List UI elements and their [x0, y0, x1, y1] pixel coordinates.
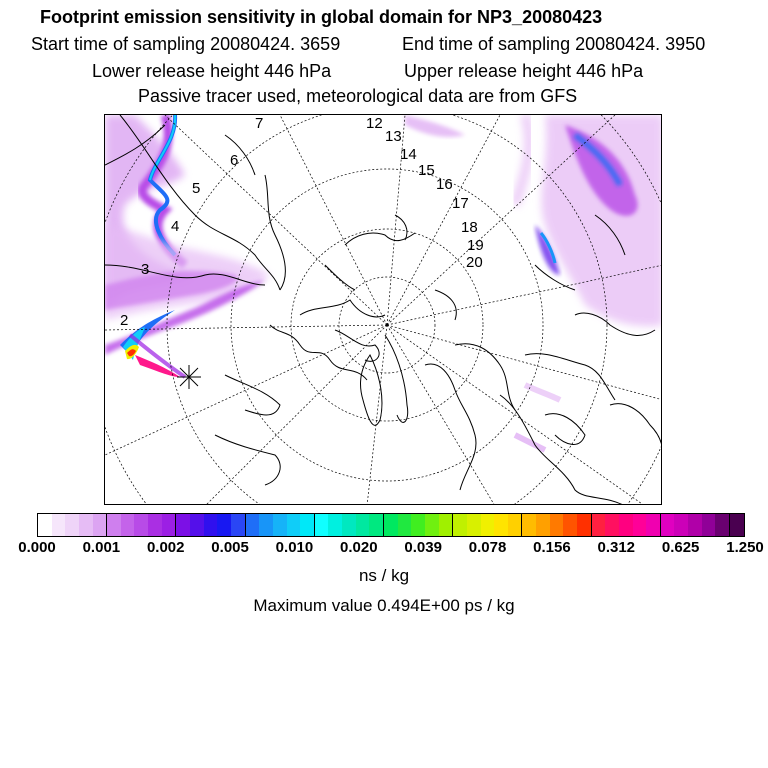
colorbar-swatch: [162, 514, 176, 536]
colorbar-swatch: [467, 514, 481, 536]
hour-label: 12: [366, 115, 383, 132]
colorbar-swatch: [729, 514, 744, 536]
plot-title: Footprint emission sensitivity in global domain for NP3_20080423: [40, 7, 603, 27]
colorbar-swatch: [300, 514, 314, 536]
colorbar-tick-label: 0.010: [275, 539, 314, 556]
hour-label: 15: [418, 162, 435, 179]
hour-label: 6: [230, 152, 239, 169]
colorbar-swatch: [646, 514, 660, 536]
colorbar-swatch: [577, 514, 591, 536]
colorbar-swatch: [217, 514, 231, 536]
colorbar-swatch: [536, 514, 550, 536]
colorbar-swatch: [328, 514, 342, 536]
hour-label: 17: [452, 195, 469, 212]
colorbar-swatch: [273, 514, 287, 536]
colorbar-swatch: [660, 514, 675, 536]
colorbar-swatch: [398, 514, 412, 536]
colorbar-swatch: [425, 514, 439, 536]
hour-label: 19: [467, 237, 484, 254]
colorbar: [37, 513, 745, 537]
colorbar-swatch: [521, 514, 536, 536]
hour-label: 20: [466, 254, 483, 271]
colorbar-swatch: [439, 514, 453, 536]
colorbar-swatch: [52, 514, 66, 536]
colorbar-swatch: [314, 514, 329, 536]
colorbar-tick-label: 1.250: [726, 539, 764, 556]
upper-release-height: Upper release height 446 hPa: [404, 61, 644, 81]
colorbar-swatch: [563, 514, 577, 536]
hour-label: 5: [192, 180, 201, 197]
colorbar-swatch: [481, 514, 495, 536]
colorbar-swatch: [259, 514, 273, 536]
colorbar-tick-label: 0.156: [533, 539, 571, 556]
colorbar-tick-label: 0.020: [340, 539, 378, 556]
hour-label: 16: [436, 176, 453, 193]
colorbar-swatch: [245, 514, 260, 536]
lower-release-height: Lower release height 446 hPa: [92, 61, 332, 81]
colorbar-swatch: [550, 514, 564, 536]
map-panel: [104, 114, 662, 505]
tracer-note: Passive tracer used, meteorological data are from GFS: [138, 86, 578, 106]
colorbar-swatch: [715, 514, 729, 536]
colorbar-swatch: [93, 514, 107, 536]
colorbar-swatch: [674, 514, 688, 536]
colorbar-tick-label: 0.039: [404, 539, 442, 556]
colorbar-swatch: [605, 514, 619, 536]
hour-label: 2: [120, 312, 129, 329]
colorbar-swatch: [231, 514, 245, 536]
colorbar-swatch: [65, 514, 79, 536]
hour-label: 13: [385, 128, 402, 145]
colorbar-swatch: [204, 514, 218, 536]
hour-label: 18: [461, 219, 478, 236]
colorbar-swatch: [383, 514, 398, 536]
asterisk-icon: [177, 365, 201, 389]
colorbar-swatch: [79, 514, 93, 536]
colorbar-tick-label: 0.312: [597, 539, 636, 556]
start-time: Start time of sampling 20080424. 3659: [31, 34, 341, 54]
colorbar-tick-label: 0.001: [82, 539, 121, 556]
colorbar-tick-label: 0.005: [211, 539, 249, 556]
colorbar-swatch: [190, 514, 204, 536]
colorbar-swatch: [633, 514, 647, 536]
end-time: End time of sampling 20080424. 3950: [402, 34, 706, 54]
colorbar-tick-label: 0.078: [468, 539, 507, 556]
hour-label: 7: [255, 115, 264, 132]
polar-map: [105, 115, 662, 505]
colorbar-swatch: [452, 514, 467, 536]
hour-label: 3: [141, 261, 150, 278]
colorbar-swatch: [369, 514, 383, 536]
colorbar-swatch: [121, 514, 135, 536]
colorbar-swatch: [688, 514, 702, 536]
colorbar-swatch: [342, 514, 356, 536]
colorbar-swatch: [619, 514, 633, 536]
colorbar-swatch: [148, 514, 162, 536]
hour-label: 4: [171, 218, 180, 235]
colorbar-swatch: [38, 514, 52, 536]
colorbar-swatch: [106, 514, 121, 536]
colorbar-swatch: [702, 514, 716, 536]
hour-label: 14: [400, 146, 417, 163]
colorbar-swatch: [134, 514, 148, 536]
colorbar-swatch: [508, 514, 522, 536]
colorbar-swatch: [494, 514, 508, 536]
colorbar-swatch: [356, 514, 370, 536]
colorbar-tick-label: 0.625: [661, 539, 700, 556]
colorbar-tick-label: 0.002: [146, 539, 185, 556]
maximum-value: Maximum value 0.494E+00 ps / kg: [253, 596, 515, 615]
sensitivity-plume-east: [405, 115, 662, 450]
colorbar-unit: ns / kg: [358, 566, 410, 585]
colorbar-swatch: [411, 514, 425, 536]
colorbar-tick-label: 0.000: [18, 539, 56, 556]
colorbar-swatch: [591, 514, 606, 536]
colorbar-swatch: [287, 514, 301, 536]
colorbar-swatch: [175, 514, 190, 536]
